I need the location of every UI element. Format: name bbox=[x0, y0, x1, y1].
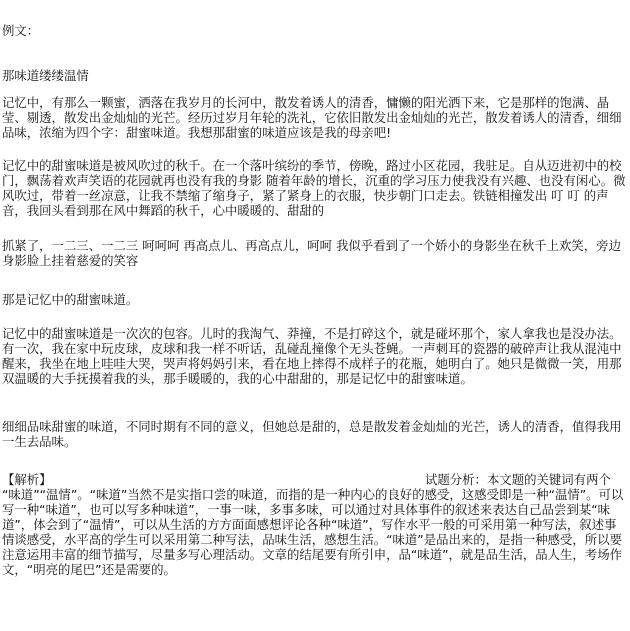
essay-title: 那味道缕缕温情 bbox=[2, 68, 89, 83]
analysis-label: 【解析】 bbox=[2, 472, 52, 487]
analysis-body: “味道”“温情”。“味道”当然不是实指口尝的味道，而指的是一种内心的良好的感受，这感受即是一种“温情”。可以写一种“味道”，也可以写多种味道”，一事一味，多事多味，可以通过对具体事件的叙述来表达自己品尝到某“味道”，体会到了“温情”，可以从生活的方方面面感想评论各种“味道”，写作水平一般的可采用第一种写法，叙述事情谈感受，水平高的学生可以采用第二种写法，品味生活，感想生活。“味道”是品出来的，是指一种感受，所以要注意运用丰富的细节描写，尽量多写心理活动。文章的结尾要有所引申，品“味道”，就是品生活，品人生，考场作文，“明亮的尾巴”还是需要的。 bbox=[2, 487, 624, 577]
example-label: 例文： bbox=[2, 23, 40, 38]
paragraph-3: 抓紧了，一二三、一二三 呵呵呵 再高点儿、再高点儿，呵呵 我似乎看到了一个娇小的身影坐在秋千上欢笑，旁边身影脸上挂着慈爱的笑容 bbox=[2, 238, 621, 268]
analysis-header bbox=[2, 472, 626, 487]
paragraph-4: 那是记忆中的甜蜜味道。 bbox=[2, 292, 139, 307]
paragraph-5: 记忆中的甜蜜味道是一次次的包容。儿时的我淘气、莽撞，不是打碎这个，就是碰坏那个，家人拿我也是没办法。有一次，我在家中玩皮球，皮球和我一样不听话，乱碰乱撞像个无头苍蝇。一声刺耳的瓷器的破碎声让我从混沌中醒来，我坐在地上哇哇大哭，哭声将妈妈引来，看在地上摔得不成样子的花瓶，她明白了。她只是微微一笑，用那双温暖的大手抚摸着我的头，那手暖暖的，我的心中甜甜的，那是记忆中的甜蜜味道。 bbox=[2, 326, 622, 386]
paragraph-1: 记忆中，有那么一颗蜜，洒落在我岁月的长河中，散发着诱人的清香，慵懒的阳光洒下来，它是那样的饱满、晶莹、剔透，散发出金灿灿的光芒。经历过岁月年轮的洗礼，它依旧散发出金灿灿的光芒，散发着诱人的清香，细细品味，浓缩为四个字：甜蜜味道。我想那甜蜜的味道应该是我的母亲吧! bbox=[2, 95, 622, 140]
paragraph-6: 细细品味甜蜜的味道，不同时期有不同的意义，但她总是甜的，总是散发着金灿灿的光芒，诱人的清香，值得我用一生去品味。 bbox=[2, 419, 622, 449]
analysis-right-head: 试题分析：本文题的关键词有两个 bbox=[425, 472, 611, 487]
paragraph-2: 记忆中的甜蜜味道是被风吹过的秋千。在一个落叶缤纷的季节，傍晚，路过小区花园，我驻足。自从迈进初中的校门，飘荡着欢声笑语的花园就再也没有我的身影 随着年龄的增长，沉重的学习压力使我没有兴趣、也没有闲心。微风吹过，带着一丝凉意，让我不禁缩了缩身子，紧了紧身上的衣服，快步朝门口走去。铁链相撞发出 叮 叮 的声音，我回头看到那在风中舞蹈的秋千，心中暖暖的、甜甜的 bbox=[2, 158, 626, 218]
